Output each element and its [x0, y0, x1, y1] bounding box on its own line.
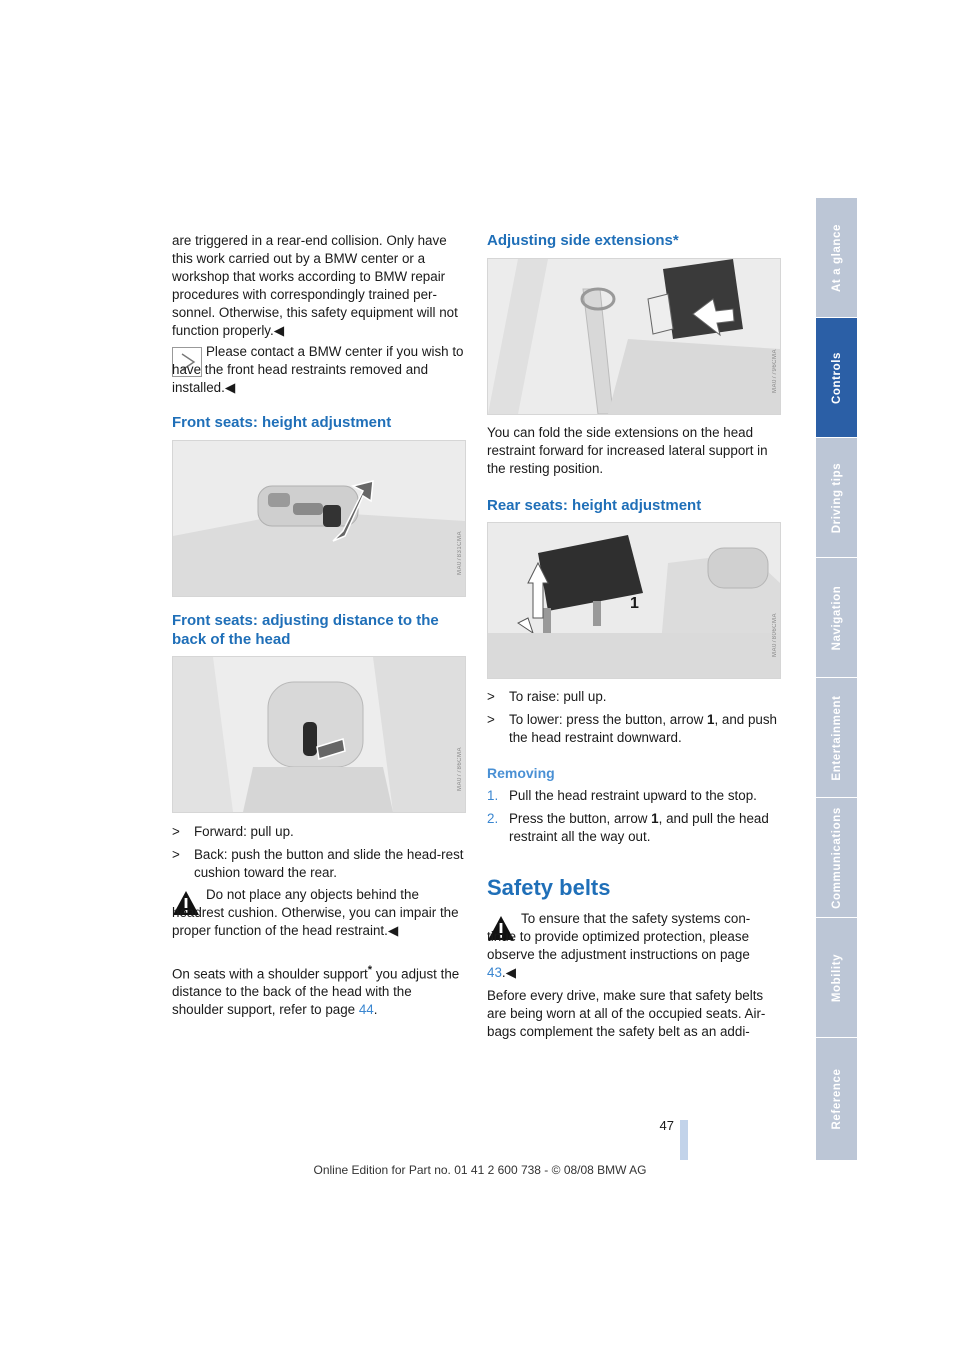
- heading-distance-adjustment: Front seats: adjusting distance to the back of the head: [172, 612, 439, 648]
- figure-height-adjustment: [172, 440, 466, 597]
- page-link[interactable]: 44: [358, 1002, 374, 1018]
- list-item: > Back: push the button and slide the head-rest cushion toward the rear.: [172, 847, 464, 880]
- figure-code: MA07831CMA: [457, 531, 463, 576]
- note-paragraph: Please contact a BMW center if you wish to have the front head restraints removed and installed.◀: [172, 344, 464, 395]
- figure-code: MA07786CMA: [457, 747, 463, 792]
- intro-paragraph: are triggered in a rear-end collision. Only have this work carried out by a BMW center or a workshop that works according to BMW repair procedures with correspondingly trained per-sonnel. Otherwise, this safety equipment will not function properly.◀: [172, 233, 458, 338]
- footer-text: Online Edition for Part no. 01 41 2 600 738 - © 08/08 BMW AG: [313, 1163, 647, 1177]
- figure-rear-height: [487, 522, 781, 679]
- heading-safety-belts: Safety belts: [487, 875, 611, 900]
- figure-code: MA07796CMA: [772, 349, 778, 394]
- tab-mobility[interactable]: Mobility: [816, 918, 857, 1038]
- figure-side-extensions: [487, 258, 781, 415]
- chapter-tabs: [816, 198, 857, 1160]
- heading-rear-height: Rear seats: height adjustment: [487, 497, 702, 514]
- shoulder-support-paragraph: On seats with a shoulder support* you adjust the distance to the back of the head with the shoulder support, refer to page 44.: [172, 964, 460, 1018]
- side-extensions-paragraph: You can fold the side extensions on the head restraint forward for increased lateral support in the resting position.: [487, 425, 768, 476]
- tab-driving-tips[interactable]: Driving tips: [816, 438, 857, 558]
- page-marker-bar: [680, 1120, 688, 1160]
- warning-paragraph: Do not place any objects behind the headrest cushion. Otherwise, you can impair the proper function of the head restraint.◀: [172, 887, 459, 938]
- figure-code: MA07806CMA: [772, 613, 778, 658]
- heading-side-extensions: Adjusting side extensions*: [487, 232, 679, 249]
- tab-controls[interactable]: Controls: [816, 318, 857, 438]
- list-item: 2. Press the button, arrow 1, and pull the head restraint all the way out.: [487, 811, 769, 844]
- tab-at-a-glance[interactable]: At a glance: [816, 198, 857, 318]
- safety-belts-paragraph: Before every drive, make sure that safety belts are being worn at all of the occupied seats. Air-bags complement the safety belt as an addi-: [487, 988, 766, 1039]
- tab-communications[interactable]: Communications: [816, 798, 857, 918]
- page-link[interactable]: 43: [487, 965, 502, 980]
- list-item: > To lower: press the button, arrow 1, and push the head restraint downward.: [487, 712, 777, 745]
- warning-paragraph: To ensure that the safety systems con-tinue to provide optimized protection, please observe the adjustment instructions on page 43.◀: [487, 911, 751, 980]
- heading-removing: Removing: [487, 765, 555, 781]
- tab-entertainment[interactable]: Entertainment: [816, 678, 857, 798]
- page-number: 47: [659, 1118, 674, 1133]
- tab-navigation[interactable]: Navigation: [816, 558, 857, 678]
- arrow-label: 1: [630, 595, 639, 612]
- heading-height-adjustment: Front seats: height adjustment: [172, 414, 392, 431]
- figure-distance-adjustment: [172, 656, 466, 813]
- tab-reference[interactable]: Reference: [816, 1038, 857, 1161]
